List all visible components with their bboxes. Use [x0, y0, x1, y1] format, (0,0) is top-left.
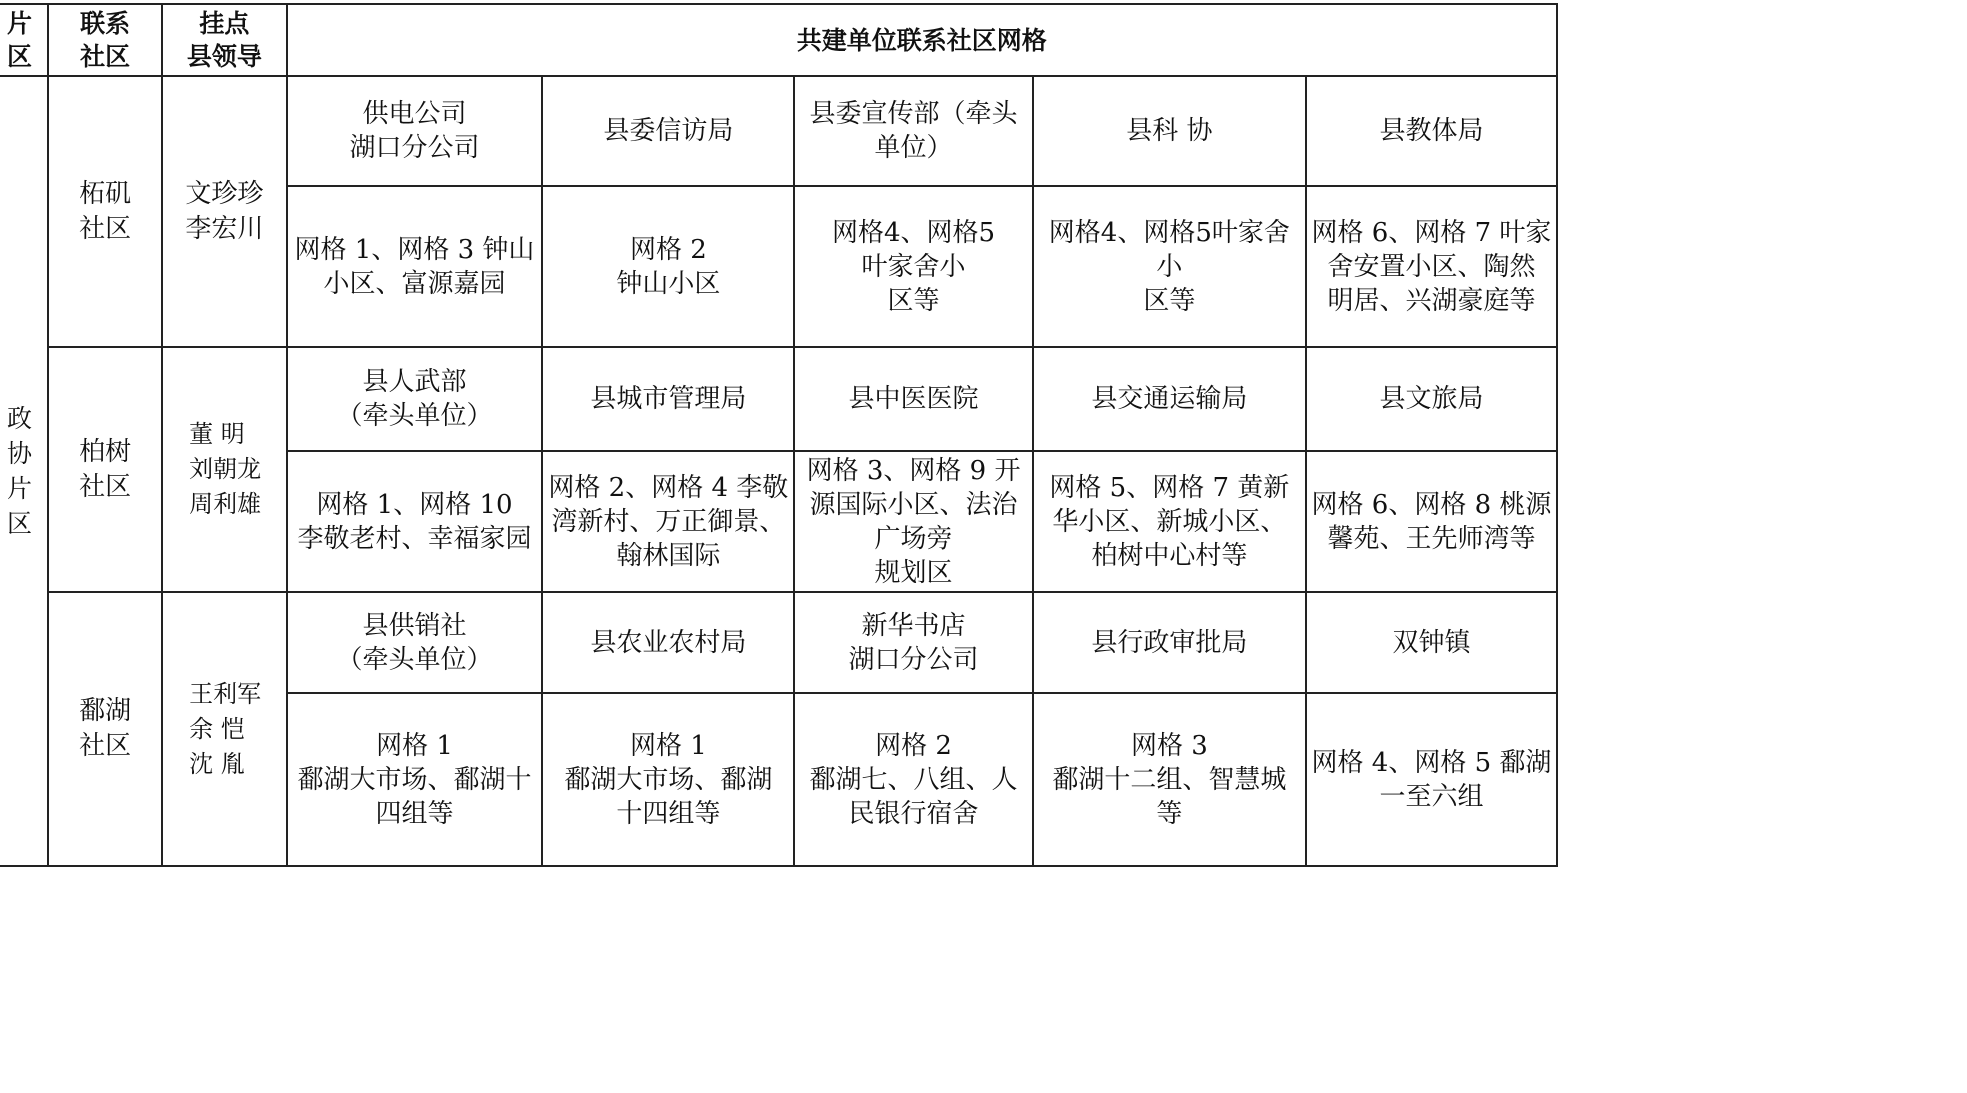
header-community: 联系 社区 [48, 4, 162, 76]
grid-cell: 网格4、网格5 叶家舍小 区等 [794, 186, 1032, 347]
grid-cell: 网格 3 鄱湖十二组、智慧城 等 [1033, 693, 1306, 866]
unit-cell: 双钟镇 [1306, 592, 1557, 693]
header-area: 片 区 [0, 4, 48, 76]
unit-cell: 县人武部 （牵头单位） [287, 347, 543, 451]
community-cell: 柏树 社区 [48, 347, 162, 592]
unit-cell: 县交通运输局 [1033, 347, 1306, 451]
header-leader: 挂点 县领导 [162, 4, 286, 76]
grid-assignment-table [0, 3, 1558, 867]
leader-cell: 王利军 余 恺 沈 胤 [162, 592, 286, 866]
unit-cell: 县教体局 [1306, 76, 1557, 186]
unit-cell: 县城市管理局 [542, 347, 794, 451]
grid-cell: 网格 1、网格 3 钟山 小区、富源嘉园 [287, 186, 543, 347]
header-grid: 共建单位联系社区网格 [287, 4, 1557, 76]
header-row [0, 4, 1557, 76]
unit-cell: 县委信访局 [542, 76, 794, 186]
unit-cell: 供电公司 湖口分公司 [287, 76, 543, 186]
grid-cell: 网格 4、网格 5 鄱湖 一至六组 [1306, 693, 1557, 866]
grid-cell: 网格 3、网格 9 开 源国际小区、法治 广场旁 规划区 [794, 451, 1032, 592]
leader-cell: 董 明 刘朝龙 周利雄 [162, 347, 286, 592]
unit-row [0, 592, 1557, 693]
unit-cell: 县委宣传部（牵头 单位） [794, 76, 1032, 186]
grid-cell: 网格 2、网格 4 李敬 湾新村、万正御景、 翰林国际 [542, 451, 794, 592]
area-cell: 政 协 片 区 [0, 76, 48, 866]
unit-cell: 县科 协 [1033, 76, 1306, 186]
unit-row [0, 76, 1557, 186]
grid-cell: 网格 2 钟山小区 [542, 186, 794, 347]
community-cell: 鄱湖 社区 [48, 592, 162, 866]
community-cell: 柘矶 社区 [48, 76, 162, 347]
grid-cell: 网格 6、网格 8 桃源 馨苑、王先师湾等 [1306, 451, 1557, 592]
grid-cell: 网格4、网格5叶家舍小 区等 [1033, 186, 1306, 347]
unit-cell: 县供销社 （牵头单位） [287, 592, 543, 693]
leader-cell: 文珍珍 李宏川 [162, 76, 286, 347]
grid-cell: 网格 1 鄱湖大市场、鄱湖 十四组等 [542, 693, 794, 866]
unit-row [0, 347, 1557, 451]
grid-cell: 网格 1、网格 10 李敬老村、幸福家园 [287, 451, 543, 592]
unit-cell: 县中医医院 [794, 347, 1032, 451]
unit-cell: 新华书店 湖口分公司 [794, 592, 1032, 693]
unit-cell: 县文旅局 [1306, 347, 1557, 451]
grid-cell: 网格 2 鄱湖七、八组、人 民银行宿舍 [794, 693, 1032, 866]
unit-cell: 县行政审批局 [1033, 592, 1306, 693]
grid-cell: 网格 6、网格 7 叶家 舍安置小区、陶然 明居、兴湖豪庭等 [1306, 186, 1557, 347]
grid-cell: 网格 5、网格 7 黄新 华小区、新城小区、 柏树中心村等 [1033, 451, 1306, 592]
unit-cell: 县农业农村局 [542, 592, 794, 693]
grid-cell: 网格 1 鄱湖大市场、鄱湖十 四组等 [287, 693, 543, 866]
